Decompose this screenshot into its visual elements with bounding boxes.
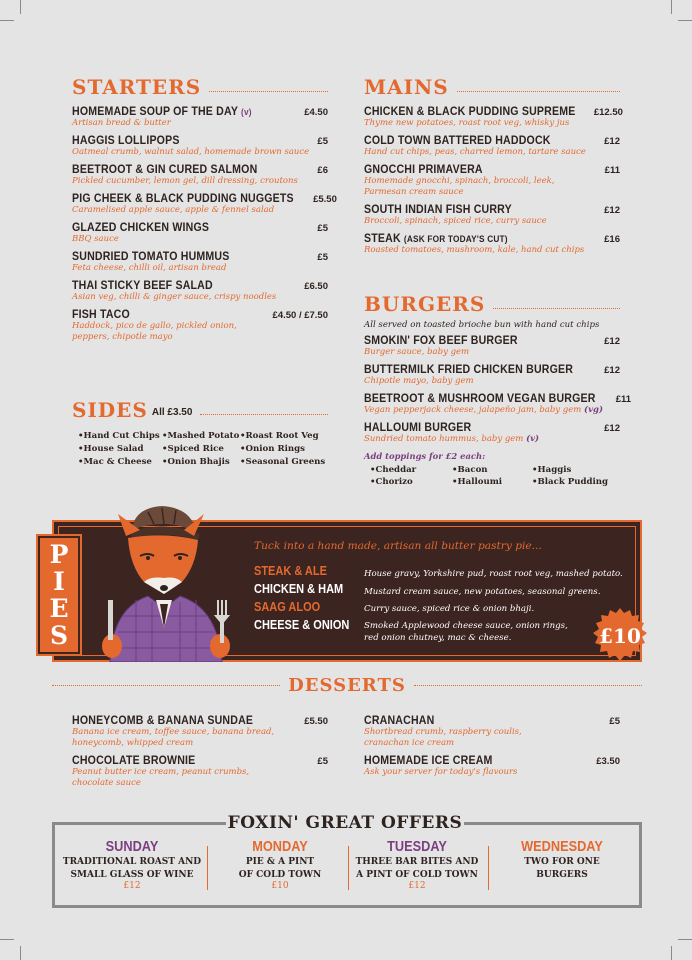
side-item: • Seasonal Greens [240, 456, 332, 469]
menu-item [72, 280, 328, 303]
desserts-heading [52, 675, 642, 696]
item-price: £11 [615, 394, 632, 405]
starters-list [72, 106, 337, 343]
side-item: • House Salad [78, 443, 162, 456]
topping-item: • Bacon [452, 464, 532, 476]
burgers-list [364, 335, 632, 445]
item-price: £5 [317, 136, 328, 147]
item-name: BEETROOT & GIN CURED SALMON [72, 164, 258, 176]
mains-section [364, 75, 623, 262]
menu-item [364, 393, 632, 416]
item-description: BBQ sauce [72, 234, 119, 244]
item-description: Artisan bread & butter [72, 118, 171, 128]
offer-text: SMALL GLASS OF WINE [70, 870, 194, 880]
item-name: SMOKIN' FOX BEEF BURGER [364, 335, 518, 347]
topping-item: • Black Pudding [532, 476, 622, 488]
menu-item [364, 106, 623, 129]
pie-name: CHICKEN & HAM [254, 582, 344, 596]
item-name: CHICKEN & BLACK PUDDING SUPREME [364, 106, 576, 118]
sides-list [78, 430, 328, 469]
vegetarian-mark: (v) [526, 434, 540, 444]
sides-section [72, 396, 328, 469]
vegan-mark: (vg) [584, 405, 603, 415]
crop-mark [20, 946, 21, 960]
heading-rule [457, 91, 620, 92]
item-price: £12 [604, 336, 620, 347]
side-item: • Roast Root Veg [240, 430, 332, 443]
item-name: BEETROOT & MUSHROOM VEGAN BURGER [364, 393, 596, 405]
offer-wednesday [492, 838, 632, 881]
sides-heading [72, 396, 328, 424]
offer-price: £10 [271, 881, 289, 891]
item-description: Roasted tomatoes, mushroom, kale, hand cut chips [364, 245, 585, 255]
menu-item [72, 755, 328, 789]
menu-item [364, 233, 620, 256]
item-price: £12 [604, 365, 620, 376]
pie-description: Curry sauce, spiced rice & onion bhaji. [364, 604, 535, 614]
offer-text: A PINT OF COLD TOWN [356, 870, 478, 880]
item-name: GLAZED CHICKEN WINGS [72, 222, 210, 234]
item-price: £3.50 [596, 756, 620, 767]
crop-mark [678, 939, 692, 940]
item-name: CHOCOLATE BROWNIE [72, 755, 196, 767]
item-description: Pickled cucumber, lemon gel, dill dressing, croutons [72, 176, 298, 186]
item-name: HOMEMADE SOUP OF THE DAY (v) [72, 106, 252, 118]
item-price: £16 [604, 234, 620, 245]
offer-text: TWO FOR ONE [524, 857, 600, 867]
item-description: Feta cheese, chilli oil, artisan bread [72, 263, 227, 273]
side-item: • Hand Cut Chips [78, 430, 162, 443]
pies-tab-letter: S [49, 621, 69, 650]
desserts-left-column [72, 715, 328, 795]
offer-divider [488, 846, 489, 890]
pies-tab-letter: P [49, 540, 69, 569]
offer-price: £12 [408, 881, 426, 891]
pie-price: £10 [599, 624, 641, 648]
offer-day: TUESDAY [387, 838, 447, 855]
pie-description: House gravy, Yorkshire pud, roast root veg, mashed potato. [364, 569, 623, 579]
desserts-right-column [364, 715, 620, 784]
item-price: £12 [604, 423, 620, 434]
crop-mark [0, 939, 14, 940]
offer-sunday [62, 838, 202, 892]
pie-price-badge [592, 607, 648, 663]
offer-tuesday [347, 838, 487, 892]
item-description: Hand cut chips, peas, charred lemon, tartare sauce [364, 147, 586, 157]
side-item: • Mac & Cheese [78, 456, 162, 469]
offer-text: THREE BAR BITES AND [355, 857, 479, 867]
sides-price-note: All £3.50 [151, 407, 193, 418]
item-name: CRANACHAN [364, 715, 435, 727]
item-description: Haddock, pico de gallo, pickled onion, peppers, chipotle mayo [72, 321, 237, 342]
item-description: Shortbread crumb, raspberry coulis, cranachan ice cream [364, 727, 522, 748]
item-description: Oatmeal crumb, walnut salad, homemade brown sauce [72, 147, 310, 157]
pie-name: SAAG ALOO [254, 600, 321, 614]
pie-description: red onion chutney, mac & cheese. [364, 633, 512, 643]
menu-item [72, 309, 328, 343]
offer-text: PIE & A PINT [245, 857, 315, 867]
topping-item: • Haggis [532, 464, 622, 476]
item-description: Broccoli, spinach, spiced rice, curry sauce [364, 216, 547, 226]
offer-price: £12 [123, 881, 141, 891]
item-name: PIG CHEEK & BLACK PUDDING NUGGETS [72, 193, 294, 205]
item-price: £11 [604, 165, 620, 176]
burgers-heading [364, 293, 620, 315]
item-price: £5 [317, 756, 328, 767]
item-name: SOUTH INDIAN FISH CURRY [364, 204, 512, 216]
item-description: Chipotle mayo, baby gem [364, 376, 474, 386]
item-price: £5 [609, 716, 620, 727]
item-name: GNOCCHI PRIMAVERA [364, 164, 483, 176]
offer-divider [207, 846, 208, 890]
item-description: Homemade gnocchi, spinach, broccoli, leek, Parmesan cream sauce [364, 176, 555, 197]
side-item: • Onion Bhajis [162, 456, 240, 469]
desserts-title: DESSERTS [288, 675, 406, 696]
menu-item [364, 164, 620, 198]
item-name: BUTTERMILK FRIED CHICKEN BURGER [364, 364, 574, 376]
heading-rule [200, 414, 328, 415]
item-name: THAI STICKY BEEF SALAD [72, 280, 213, 292]
item-price: £5.50 [313, 194, 337, 205]
mains-title: MAINS [364, 75, 449, 99]
item-price: £12 [604, 136, 620, 147]
item-price: £4.50 [304, 107, 328, 118]
pies-tab-letter: E [49, 594, 69, 623]
burgers-intro: All served on toasted brioche bun with hand cut chips [364, 320, 600, 330]
item-description: Thyme new potatoes, roast root veg, whisky jus [364, 118, 570, 128]
menu-item [72, 164, 328, 187]
heading-rule [209, 91, 328, 92]
menu-item [72, 135, 328, 158]
topping-item: • Chorizo [370, 476, 452, 488]
item-name: STEAK (ASK FOR TODAY'S CUT) [364, 233, 508, 245]
pies-tab-letter: I [53, 567, 65, 596]
menu-item [364, 755, 620, 778]
menu-item [72, 715, 328, 749]
pie-description: Smoked Applewood cheese sauce, onion rings, [364, 621, 568, 631]
item-price: £5.50 [304, 716, 328, 727]
side-item: • Onion Rings [240, 443, 332, 456]
heading-rule [52, 685, 280, 686]
offer-day: SUNDAY [105, 838, 159, 855]
menu-item [364, 422, 620, 445]
starters-section [72, 75, 337, 349]
item-name: HALLOUMI BURGER [364, 422, 472, 434]
pie-description: Mustard cream sauce, new potatoes, seasonal greens. [364, 587, 601, 597]
item-description: Banana ice cream, toffee sauce, banana bread, honeycomb, whipped cream [72, 727, 275, 748]
item-price: £5 [317, 223, 328, 234]
topping-item: • Cheddar [370, 464, 452, 476]
item-price: £12 [604, 205, 620, 216]
item-description: Peanut butter ice cream, peanut crumbs, chocolate sauce [72, 767, 250, 788]
item-description: Asian veg, chilli & ginger sauce, crispy noodles [72, 292, 277, 302]
pie-name: STEAK & ALE [254, 564, 327, 578]
crop-mark [20, 0, 21, 14]
mains-list [364, 106, 623, 256]
sides-title: SIDES [72, 398, 148, 422]
item-price: £5 [317, 252, 328, 263]
fox-mascot-illustration [88, 496, 248, 662]
vegetarian-mark: (v) [241, 107, 252, 117]
menu-item [364, 364, 620, 387]
topping-item: • Halloumi [452, 476, 532, 488]
item-price: £12.50 [593, 107, 623, 118]
offer-monday [210, 838, 350, 892]
offers-title: FOXIN' GREAT OFFERS [227, 813, 463, 833]
burgers-title: BURGERS [364, 292, 486, 316]
side-item: • Mashed Potato [162, 430, 240, 443]
item-name: COLD TOWN BATTERED HADDOCK [364, 135, 551, 147]
item-name: FISH TACO [72, 309, 130, 321]
item-description: Sundried tomato hummus, baby gem (v) [364, 434, 540, 444]
item-name: HAGGIS LOLLIPOPS [72, 135, 180, 147]
item-price: £6 [317, 165, 328, 176]
item-name: HONEYCOMB & BANANA SUNDAE [72, 715, 254, 727]
crop-mark [0, 20, 14, 21]
item-description: Vegan pepperjack cheese, jalapeño jam, baby gem (vg) [364, 405, 603, 415]
mains-heading [364, 76, 620, 98]
item-name: HOMEMADE ICE CREAM [364, 755, 493, 767]
toppings-title: Add toppings for £2 each: [364, 451, 486, 461]
menu-item [72, 106, 328, 129]
offer-text: TRADITIONAL ROAST AND [62, 857, 202, 867]
pies-tab [38, 536, 80, 654]
item-description: Burger sauce, baby gem [364, 347, 470, 357]
item-note: (ASK FOR TODAY'S CUT) [403, 234, 508, 244]
offer-text: OF COLD TOWN [238, 870, 322, 880]
toppings-list [370, 464, 620, 488]
starters-title: STARTERS [72, 75, 202, 99]
offer-day: MONDAY [252, 838, 308, 855]
crop-mark [671, 946, 672, 960]
menu-item [72, 222, 328, 245]
menu-item [72, 193, 337, 216]
offer-text: BURGERS [536, 870, 588, 880]
starters-heading [72, 76, 328, 98]
pie-name: CHEESE & ONION [254, 618, 350, 632]
menu-item [364, 135, 620, 158]
menu-item [72, 251, 328, 274]
pies-headline: Tuck into a hand made, artisan all butter pastry pie... [254, 540, 542, 552]
item-description: Ask your server for today's flavours [364, 767, 518, 777]
menu-item [364, 204, 620, 227]
burgers-section [364, 292, 632, 488]
heading-rule [493, 308, 620, 309]
heading-rule [414, 685, 642, 686]
menu-item [364, 715, 620, 749]
crop-mark [678, 20, 692, 21]
item-description: Caramelised apple sauce, apple & fennel salad [72, 205, 275, 215]
item-price: £6.50 [304, 281, 328, 292]
menu-item [364, 335, 620, 358]
offer-day: WEDNESDAY [521, 838, 603, 855]
side-item: • Spiced Rice [162, 443, 240, 456]
item-price: £4.50 / £7.50 [272, 310, 328, 321]
crop-mark [671, 0, 672, 14]
item-name: SUNDRIED TOMATO HUMMUS [72, 251, 230, 263]
